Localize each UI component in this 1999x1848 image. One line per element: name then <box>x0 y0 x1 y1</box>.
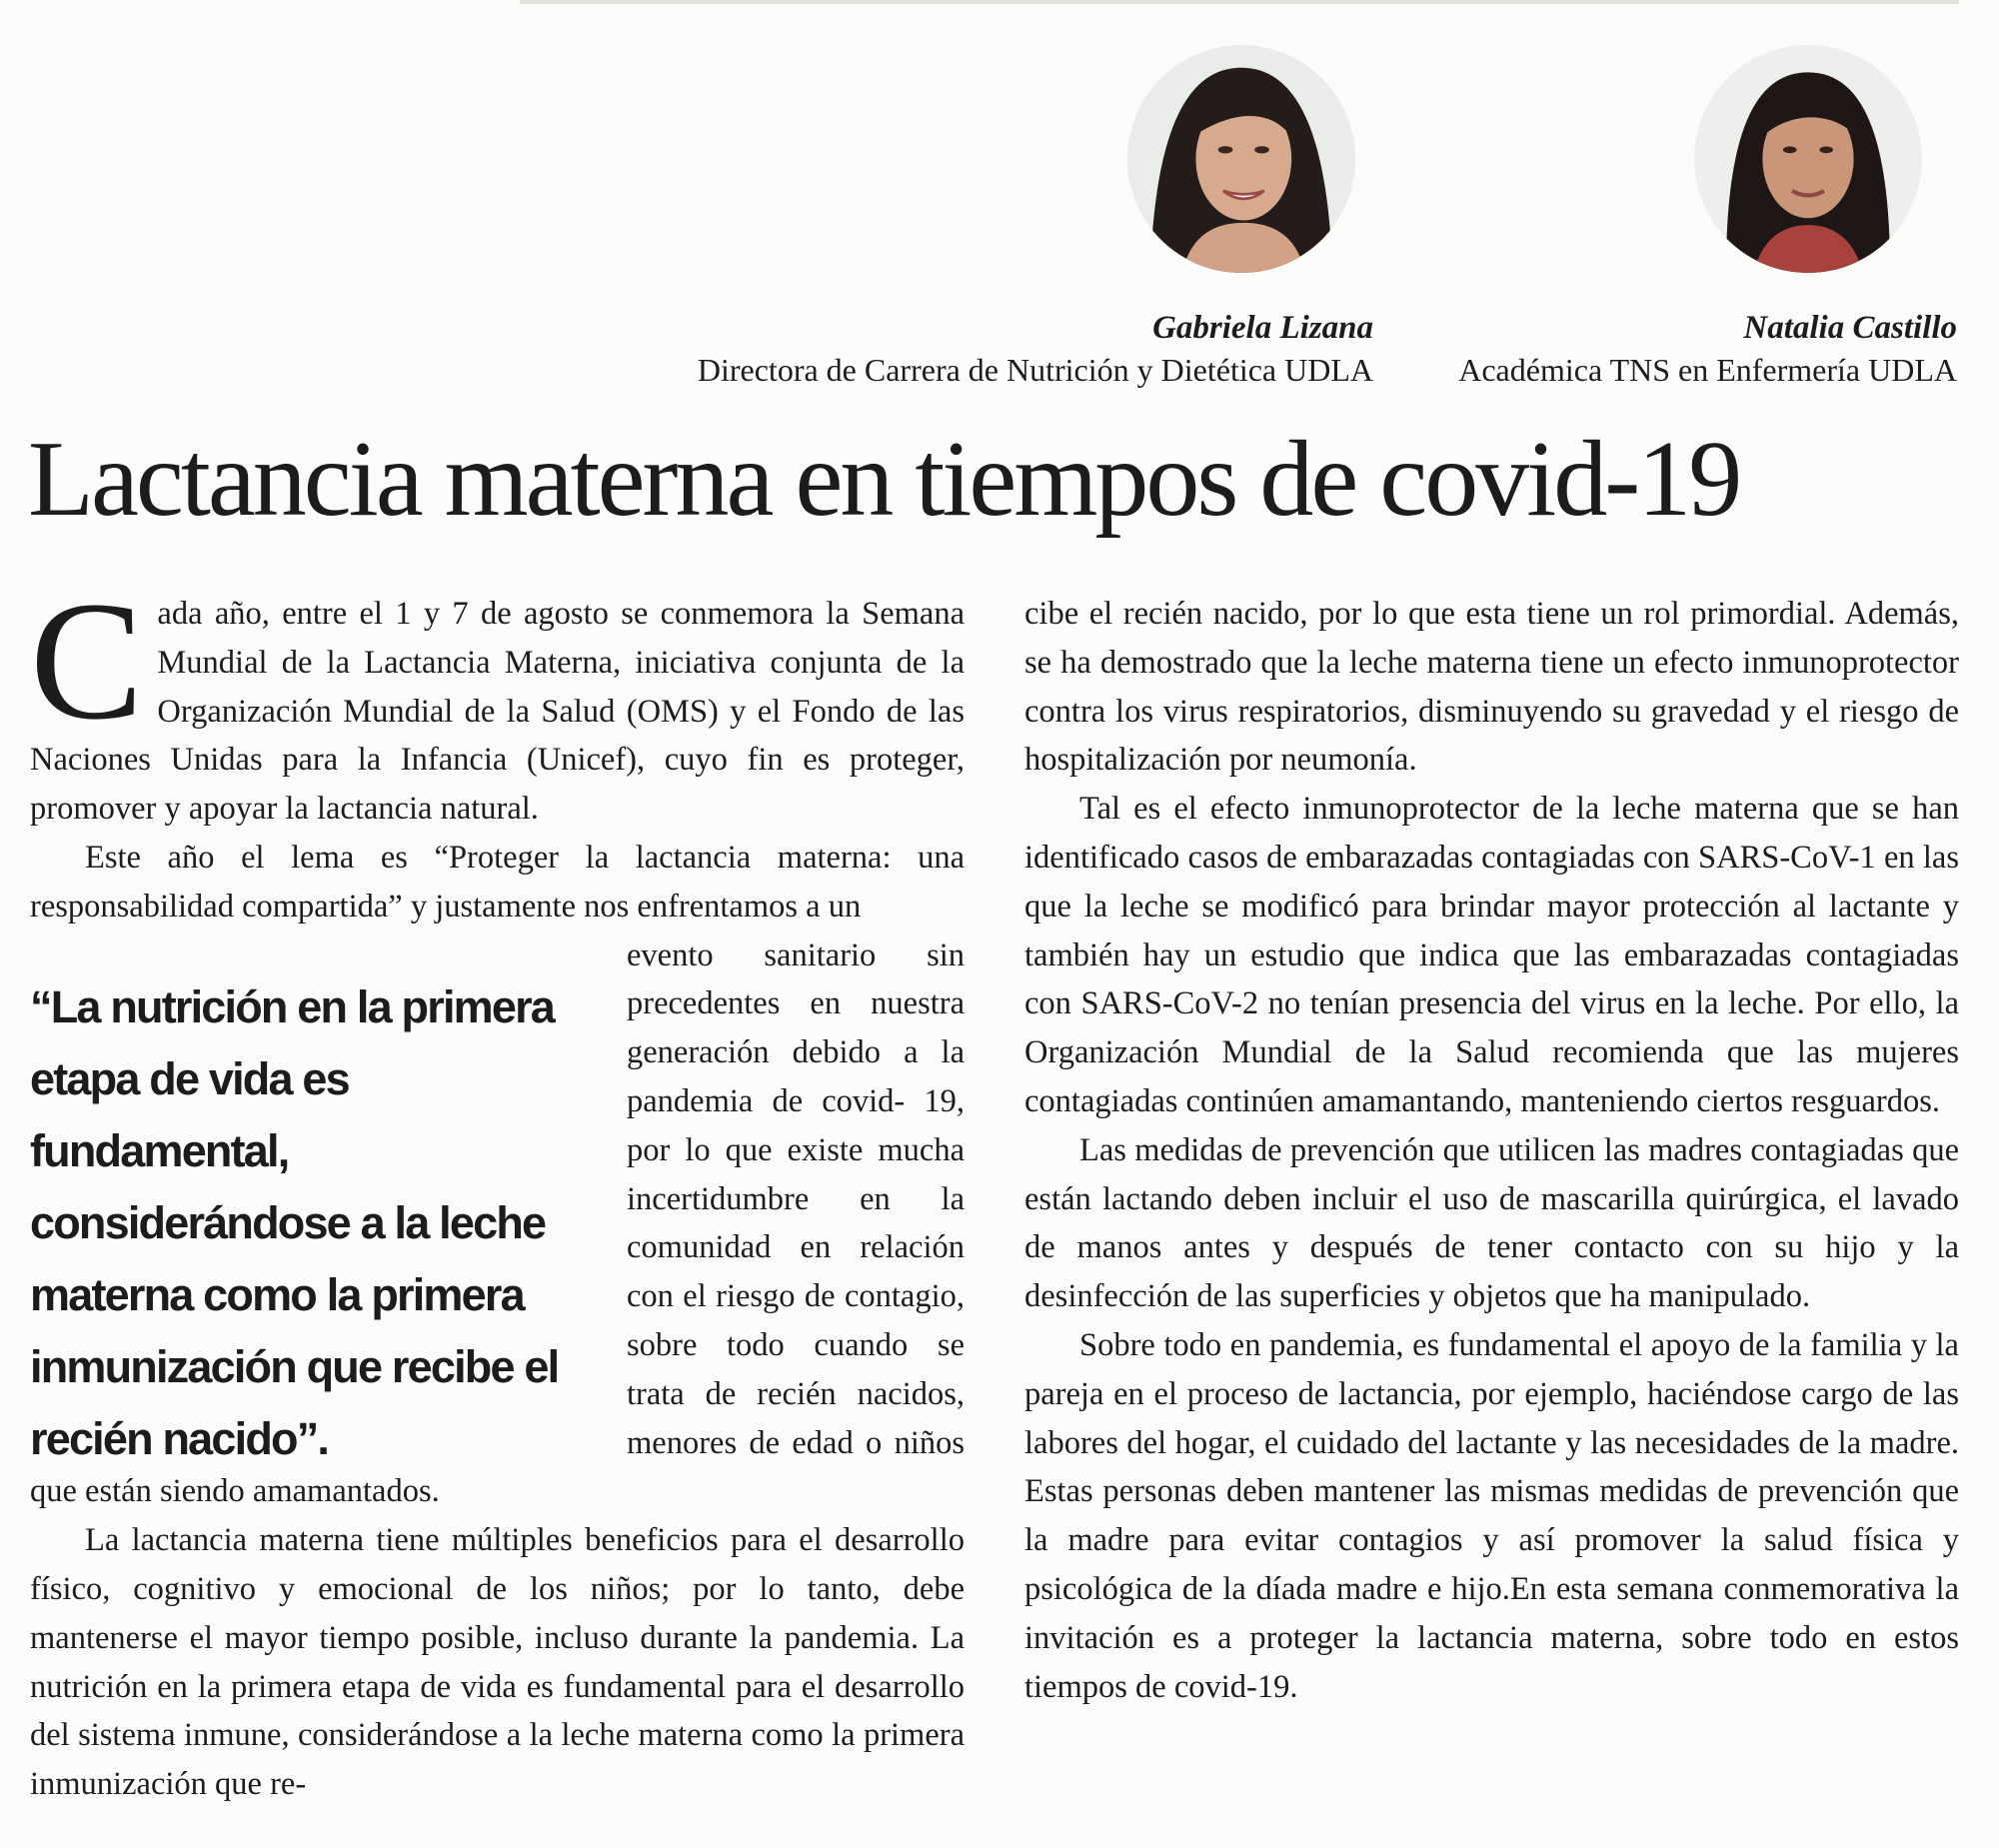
paragraph: Sobre todo en pandemia, es fundamental el apoyo de la familia y la pareja en el proceso de lactancia, por ejemplo, haciéndose cargo de las labores del hogar, el cuidado del lactante y las necesidades de la madre. Estas personas deben mantener las mismas medidas de prevención que la madre para evitar contagios y así promover la salud física y psicológica de la díada madre e hijo.En esta semana conmemorativa la invitación es a proteger la lactancia materna, sobre todo en estos tiempos de covid-19. <box>1024 1326 1959 1705</box>
paragraph: Este año el lema es “Proteger la lactancia materna: una responsabilidad compartida” y justamente nos enfrentamos a un <box>30 839 965 924</box>
article-column-left <box>30 567 965 1809</box>
author-name: Natalia Castillo <box>1743 310 1957 346</box>
top-rule <box>520 0 1959 4</box>
headline: Lactancia materna en tiempos de covid-19 <box>28 420 1740 539</box>
pull-quote: “La nutrición en la primera etapa de vida es fundamental, considerándose a la leche materna como la primera inmunización que recibe el recién nacido”. <box>30 980 559 1464</box>
paragraph: Cada año, entre el 1 y 7 de agosto se conmemora la Semana Mundial de la Lactancia Materna, iniciativa conjunta de la Organización Mundial de la Salud (OMS) y el Fondo de las Naciones Unidas para la Infancia (Unicef), cuyo fin es proteger, promover y apoyar la lactancia natural. <box>30 567 965 828</box>
paragraph: La lactancia materna tiene múltiples beneficios para el desarrollo físico, cognitivo y emocional de los niños; por lo tanto, debe mantenerse el mayor tiempo posible, incluso durante la pandemia. La nutrición en la primera etapa de vida es fundamental para el desarrollo del sistema inmune, considerándose a la leche materna como la primera inmunización que re- <box>30 1522 965 1803</box>
author-photo-natalia <box>1694 45 1922 273</box>
paragraph: Tal es el efecto inmunoprotector de la leche materna que se han identificado casos de embarazadas contagiadas con SARS-CoV-1 en las que la leche se modificó para brindar mayor protección al lactante y también hay un estudio que indica que las embarazadas contagiadas con SARS-CoV-2 no tenían presencia del virus en la leche. Por ello, la Organización Mundial de la Salud recomienda que las mujeres contagiadas continúen amamantando, manteniendo ciertos resguardos. <box>1024 791 1959 1119</box>
author-photo-gabriela <box>1127 45 1355 273</box>
article-column-right <box>1024 590 1959 1711</box>
author-byline-1 <box>698 308 1373 392</box>
author-byline-2 <box>1458 308 1957 392</box>
author-role: Académica TNS en Enfermería UDLA <box>1458 352 1957 388</box>
author-role: Directora de Carrera de Nutrición y Dietética UDLA <box>697 352 1373 388</box>
paragraph: cibe el recién nacido, por lo que esta tiene un rol primordial. Además, se ha demostrado que la leche materna tiene un efecto inmunoprotector contra los virus respiratorios, disminuyendo su gravedad y el riesgo de hospitalización por neumonía. <box>1024 596 1959 779</box>
author-name: Gabriela Lizana <box>1152 310 1373 346</box>
drop-cap: C <box>30 567 144 755</box>
paragraph: evento sanitario sin precedentes en nuestra generación debido a la pandemia de covid- 19, por lo que existe mucha incertidumbre en la comunidad en relación con el riesgo de contagio, sobre todo cuando se trata de recién nacidos, menores de edad o niños que están siendo amamantados. <box>30 936 965 1510</box>
paragraph: Las medidas de prevención que utilicen las madres contagiadas que están lactando deben incluir el uso de mascarilla quirúrgica, el lavado de manos antes y después de tener contacto con su hijo y la desinfección de las superficies y objetos que ha manipulado. <box>1024 1131 1959 1315</box>
